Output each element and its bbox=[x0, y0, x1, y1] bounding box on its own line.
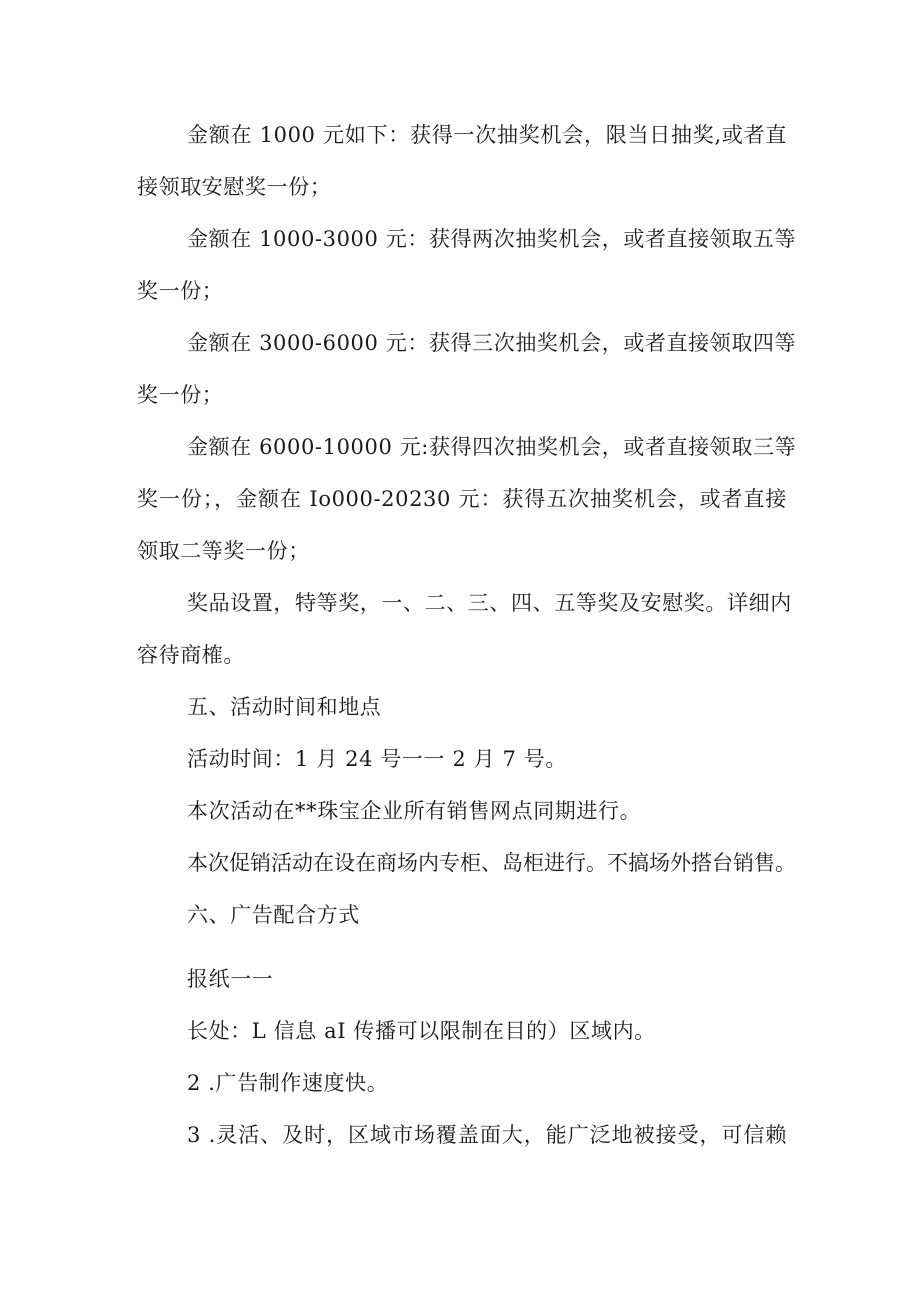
section-heading-6: 六、广告配合方式 bbox=[187, 903, 360, 927]
paragraph-line-14: 本次活动在**珠宝企业所有销售网点同期进行。 bbox=[187, 799, 642, 823]
paragraph-line-1: 金额在 1000 元如下：获得一次抽奖机会，限当日抽奖,或者直 bbox=[187, 123, 787, 147]
paragraph-line-4: 奖一份； bbox=[137, 279, 224, 303]
paragraph-line-13: 活动时间：1 月 24 号一一 2 月 7 号。 bbox=[187, 747, 567, 771]
paragraph-line-6: 奖一份； bbox=[137, 383, 224, 407]
paragraph-line-5: 金额在 3000-6000 元：获得三次抽奖机会，或者直接领取四等 bbox=[187, 331, 797, 355]
paragraph-line-17: 报纸一一 bbox=[187, 967, 274, 991]
paragraph-line-9: 领取二等奖一份； bbox=[137, 539, 310, 563]
paragraph-line-2: 接领取安慰奖一份； bbox=[137, 175, 332, 199]
paragraph-line-11: 容待商榷。 bbox=[137, 643, 245, 667]
paragraph-line-18: 长处：L 信息 aI 传播可以限制在目的）区域内。 bbox=[187, 1019, 656, 1043]
list-item-3: 3 .灵活、及时，区域市场覆盖面大，能广泛地被接受，可信赖 bbox=[187, 1123, 787, 1147]
paragraph-line-7: 金额在 6000-10000 元:获得四次抽奖机会，或者直接领取三等 bbox=[187, 435, 797, 459]
paragraph-line-10: 奖品设置，特等奖，一、二、三、四、五等奖及安慰奖。详细内 bbox=[187, 591, 792, 615]
paragraph-line-15: 本次促销活动在设在商场内专柜、岛柜进行。不搞场外搭台销售。 bbox=[187, 851, 796, 875]
paragraph-line-8: 奖一份；，金额在 Io000-20230 元：获得五次抽奖机会，或者直接 bbox=[137, 487, 787, 511]
paragraph-line-3: 金额在 1000-3000 元：获得两次抽奖机会，或者直接领取五等 bbox=[187, 227, 797, 251]
section-heading-5: 五、活动时间和地点 bbox=[187, 695, 382, 719]
list-item-2: 2 .广告制作速度快。 bbox=[187, 1071, 389, 1095]
